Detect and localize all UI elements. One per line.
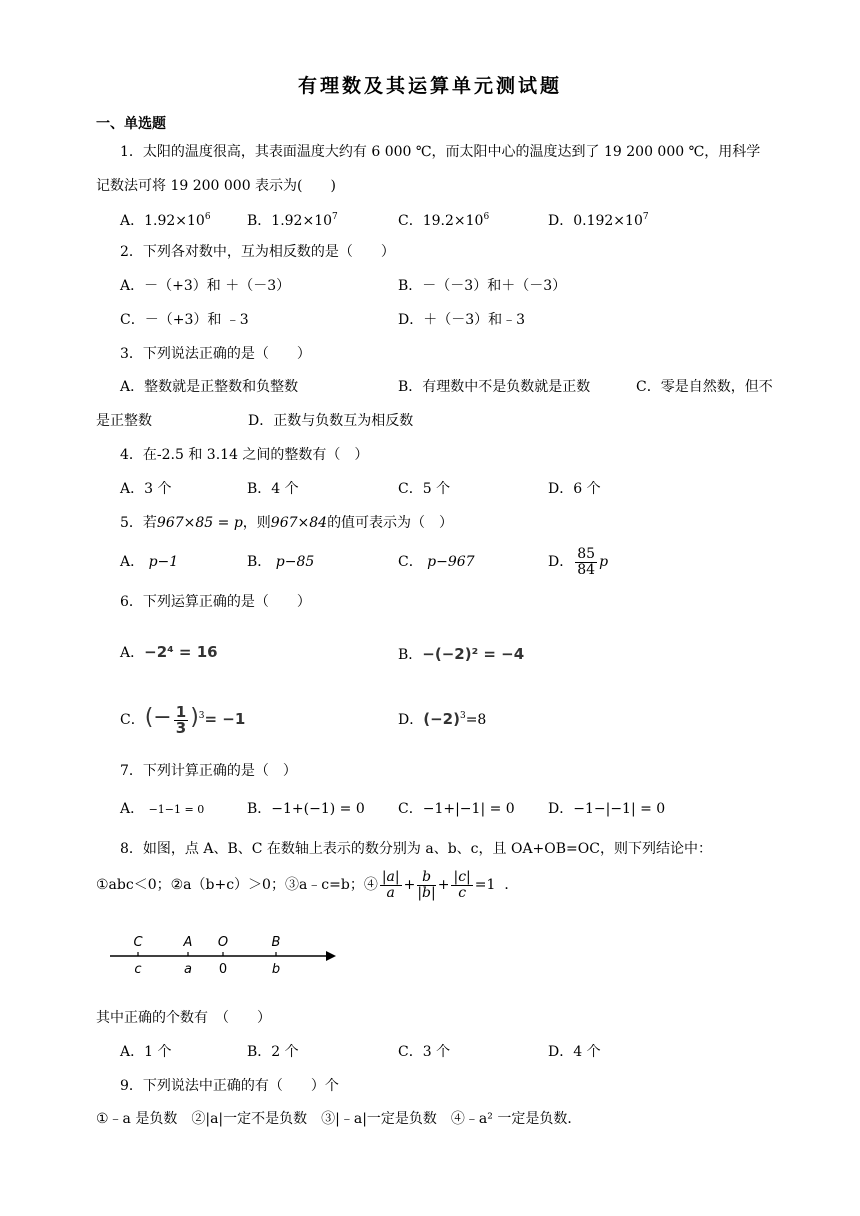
q8-stem: 8．如图，点 A、B、C 在数轴上表示的数分别为 a、b、c，且 OA+OB=OC，则下列结论中：	[120, 841, 712, 857]
q3-option-b: B．有理数中不是负数就是正数	[398, 379, 591, 395]
q8-option-b: B．2 个	[247, 1044, 299, 1060]
axis-value-c: c	[134, 962, 142, 977]
q6-option-a: A．−2⁴ = 16	[120, 643, 218, 661]
q4-option-d: D．6 个	[548, 481, 601, 497]
q7-option-a: A． −1−1 = 0	[120, 801, 205, 817]
q1-stem-line2: 记数法可将 19 200 000 表示为( )	[96, 178, 336, 194]
q6-option-d: D．$(-2)^3=8$	[398, 710, 487, 728]
q4-option-a: A．3 个	[120, 481, 172, 497]
q6-stem: 6．下列运算正确的是（ ）	[120, 594, 311, 610]
q5-option-d: D． $\frac{85}{84}$ p	[548, 545, 609, 578]
q6-option-b: B．−(−2)² = −4	[398, 645, 525, 663]
axis-label-O: O	[217, 935, 229, 950]
q7-option-b: B．−1+(−1) = 0	[247, 801, 365, 817]
axis-value-0: 0	[218, 962, 228, 977]
q3-option-d: D．正数与负数互为相反数	[248, 413, 414, 429]
axis-label-C: C	[133, 935, 143, 950]
q2-option-a: A．－（+3）和 ＋（－3）	[120, 278, 291, 294]
page-title: 有理数及其运算单元测试题	[297, 75, 562, 97]
q8-option-c: C．3 个	[398, 1044, 451, 1060]
q7-option-d: D．−1−|−1| = 0	[548, 801, 666, 817]
q8-statements: ①abc＜0；②a（b+c）＞0；③a﹣c=b；④ $\frac{|a|}{a}$ + $\frac{b}{|b|}$ + $\frac{|c|}{c}$ =1 ．	[96, 868, 519, 901]
q1-option-d: D．$0.192\times 10^7$	[548, 212, 649, 229]
q3-stem: 3．下列说法正确的是（ ）	[120, 346, 311, 362]
axis-value-a: a	[184, 962, 192, 977]
q2-stem: 2．下列各对数中，互为相反数的是（ ）	[120, 244, 395, 260]
q2-option-d: D．＋（－3）和﹣3	[398, 312, 526, 328]
q4-option-b: B．4 个	[247, 481, 299, 497]
q1-option-a: A．$1.92\times 10^6$	[120, 212, 211, 229]
q4-stem: 4．在-2.5 和 3.14 之间的整数有（ ）	[120, 447, 369, 463]
q3-option-c: C．零是自然数，但不	[636, 379, 773, 395]
q1-option-b: B．$1.92\times 10^7$	[247, 212, 338, 229]
q3-option-c-cont: 是正整数	[96, 413, 152, 429]
q8-option-d: D．4 个	[548, 1044, 601, 1060]
q8-count-stem: 其中正确的个数有 （ ）	[96, 1010, 271, 1026]
q5-d-fraction: $\frac{85}{84}$	[577, 545, 596, 578]
axis-label-B: B	[271, 935, 281, 950]
q5-option-c: C． p−967	[398, 554, 475, 570]
q7-option-c: C．−1+|−1| = 0	[398, 801, 515, 817]
q9-stem: 9．下列说法中正确的有（ ）个	[120, 1078, 339, 1094]
axis-label-A: A	[183, 935, 193, 950]
q5-option-b: B． p−85	[247, 554, 315, 570]
number-line-figure	[108, 928, 338, 982]
q2-option-b: B．－（－3）和＋（－3）	[398, 278, 567, 294]
q4-option-c: C．5 个	[398, 481, 451, 497]
q1-option-c: C．$19.2\times 10^6$	[398, 212, 490, 229]
q7-stem: 7．下列计算正确的是（ ）	[120, 763, 297, 779]
q5-stem: 5．若967×85 = p，则967×84的值可表示为（ ）	[120, 515, 454, 531]
q8-option-a: A．1 个	[120, 1044, 172, 1060]
q2-option-c: C．－（+3）和 ﹣3	[120, 312, 249, 328]
q9-statements: ①﹣a 是负数 ②|a|一定不是负数 ③|﹣a|一定是负数 ④﹣a² 一定是负数．	[96, 1111, 582, 1127]
section-heading: 一、单选题	[96, 116, 166, 132]
q1-stem-line1: 1．太阳的温度很高，其表面温度大约有 6 000 ℃，而太阳中心的温度达到了 19 200 000 ℃，用科学	[120, 144, 761, 160]
q3-option-a: A．整数就是正整数和负整数	[120, 379, 299, 395]
q6-option-c: C．(− $\frac{1}{3}$ )$^3$= −1	[120, 702, 246, 737]
axis-value-b: b	[271, 962, 281, 977]
q5-option-a: A． p−1	[120, 554, 179, 570]
